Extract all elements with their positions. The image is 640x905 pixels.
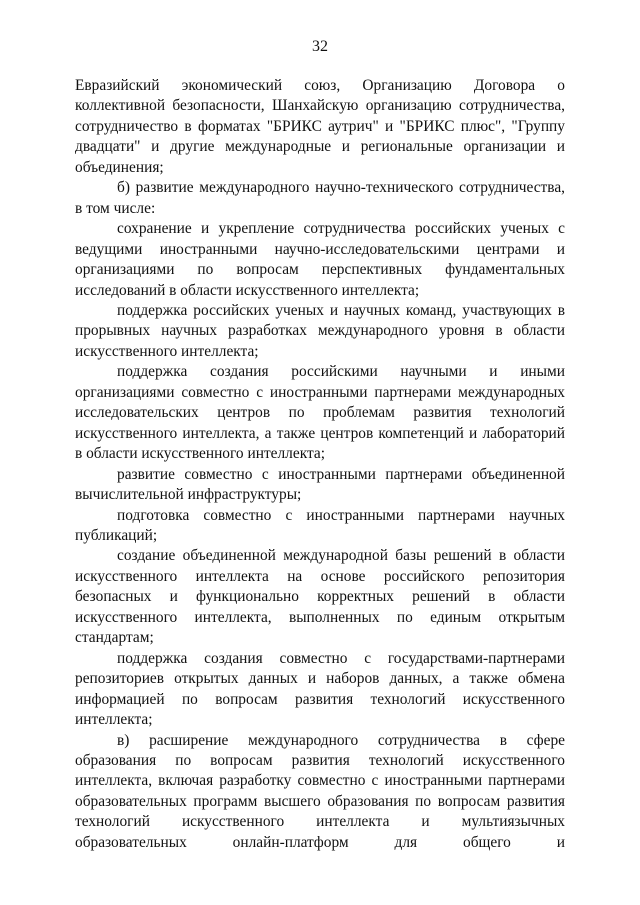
paragraph-solutions-database: создание объединенной международной базы решений в области искусственного интеллекта на основе российского репозитория безопасных и функционально корректных решений в области искусственного интеллекта, выполненных по единым открытым стандартам; — [75, 547, 565, 647]
paragraph-publications: подготовка совместно с иностранными партнерами научных публикаций; — [75, 506, 565, 544]
paragraph-open-data: поддержка создания совместно с государствами-партнерами репозиториев открытых данных и наборов данных, а также обмена информацией по вопросам развития технологий искусственного интеллекта; — [75, 649, 565, 729]
document-body — [75, 76, 565, 853]
paragraph-organizations: Евразийский экономический союз, Организацию Договора о коллективной безопасности, Шанхайскую организацию сотрудничества, сотрудничество в форматах "БРИКС аутрич" и "БРИКС плюс", "Группу двадцати" и другие международные и региональные организации и объединения; — [75, 77, 565, 176]
paragraph-cooperation-scientists: сохранение и укрепление сотрудничества российских ученых с ведущими иностранными научно-исследовательскими центрами и организациями по вопросам перспективных фундаментальных исследований в области искусственного интеллекта; — [75, 220, 565, 299]
paragraph-computing-infrastructure: развитие совместно с иностранными партнерами объединенной вычислительной инфраструктуры; — [75, 465, 565, 504]
page-number: 32 — [312, 38, 328, 55]
paragraph-item-b: б) развитие международного научно-технического сотрудничества, в том числе: — [75, 179, 565, 217]
paragraph-research-centers: поддержка создания российскими научными и иными организациями совместно с иностранными партнерами международных исследовательских центров по проблемам развития технологий искусственного интеллекта, а также центров компетенций и лабораторий в области искусственного интеллекта; — [75, 363, 565, 463]
paragraph-item-v: в) расширение международного сотрудничества в сфере образования по вопросам развития технологий искусственного интеллекта, включая разработку совместно с иностранными партнерами образовательных программ высшего образования по вопросам развития технологий искусственного интеллекта и мультиязычных образовательных онлайн-платформ для общего и — [75, 731, 565, 851]
paragraph-support-scientists: поддержка российских ученых и научных команд, участвующих в прорывных научных разработках международного уровня в области искусственного интеллекта; — [75, 301, 565, 360]
